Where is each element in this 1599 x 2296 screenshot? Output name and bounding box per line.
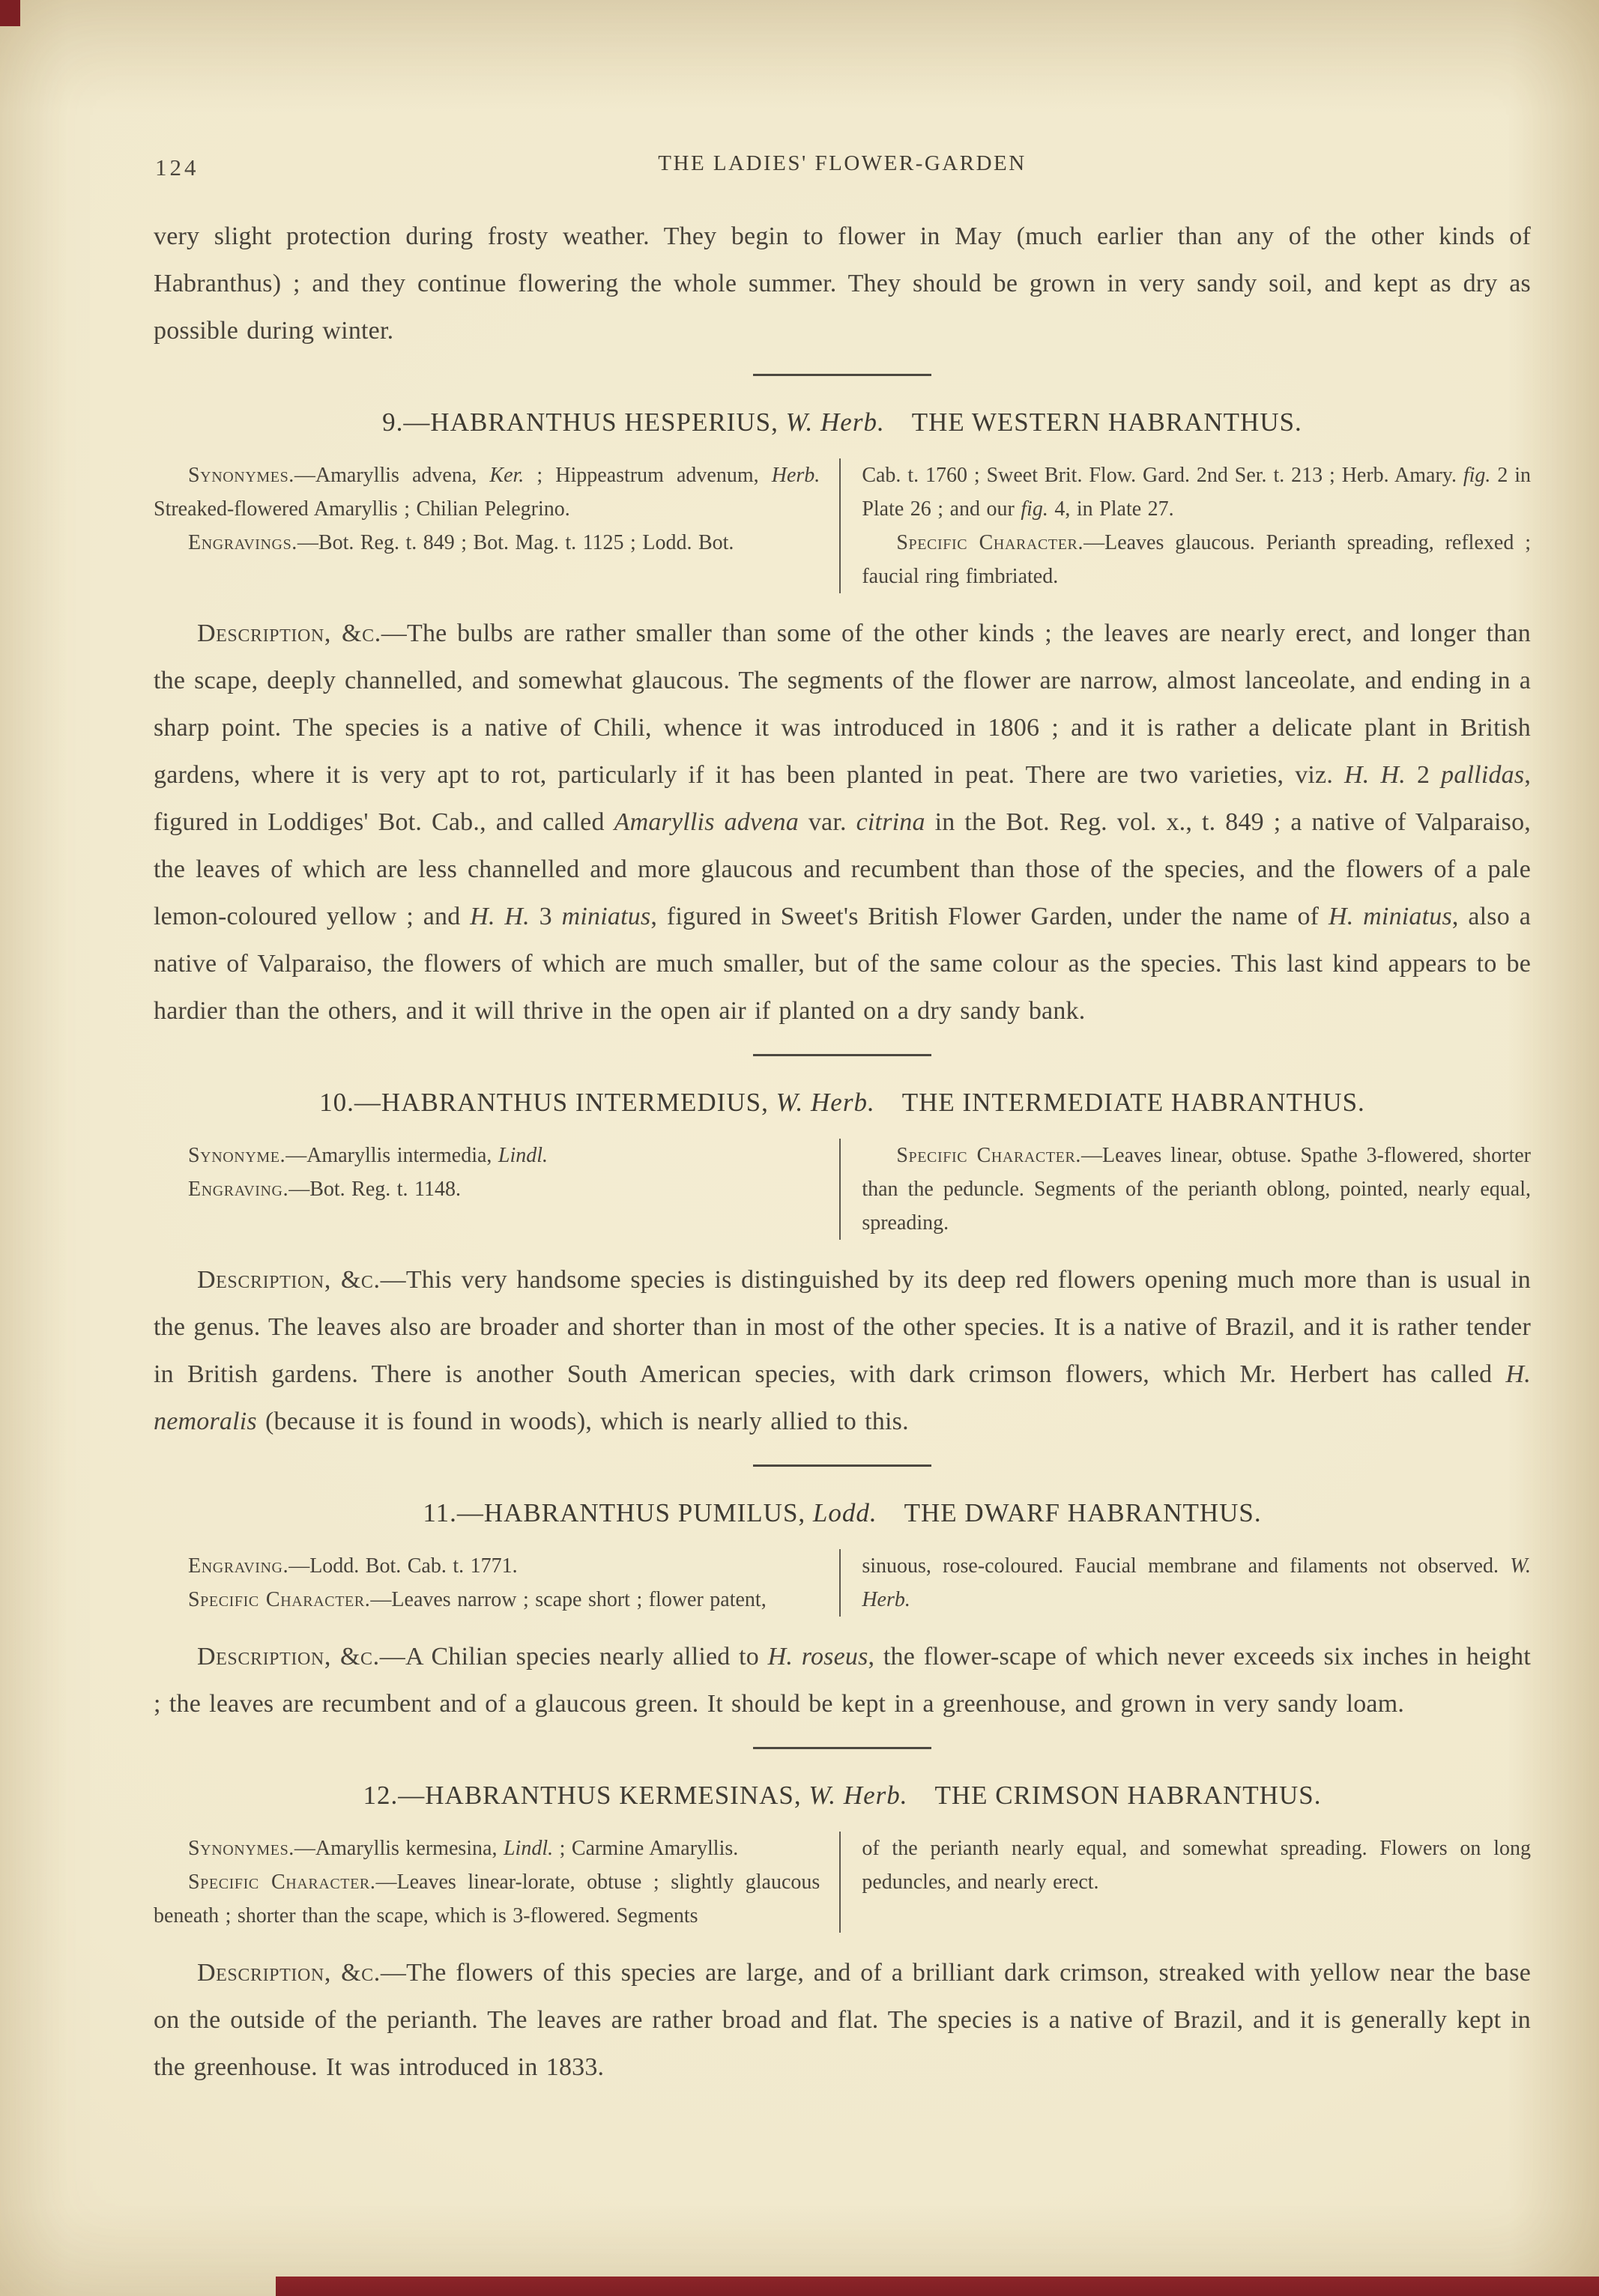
- synonymes-entry: Synonyme.—Amaryllis intermedia, Lindl.: [188, 1144, 548, 1167]
- species-heading: 12.—HABRANTHUS KERMESINAS, W. Herb. THE CRIMSON HABRANTHUS.: [363, 1781, 1322, 1810]
- reference-columns: [154, 458, 1531, 593]
- section-divider: [753, 1054, 931, 1056]
- specific-character-entry: Specific Character.—Leaves glaucous. Perianth spreading, reflexed ; faucial ring fimbriated.: [862, 531, 1531, 588]
- reference-columns: [154, 1832, 1531, 1933]
- intro-paragraph: very slight protection during frosty weather. They begin to flower in May (much earlier than any of the other kinds of Habranthus) ; and they continue flowering the whole summer. They should be grown in very sandy soil, and kept as dry as possible during winter.: [154, 222, 1531, 345]
- species-heading: 11.—HABRANTHUS PUMILUS, Lodd. THE DWARF HABRANTHUS.: [423, 1498, 1262, 1527]
- description-paragraph: Description, &c.—The bulbs are rather smaller than some of the other kinds ; the leaves are nearly erect, and longer than the scape, deeply channelled, and somewhat glaucous. The segments of the flower are narrow, almost lanceolate, and ending in a sharp point. The species is a native of Chili, whence it was introduced in 1806 ; and it is rather a delicate plant in British gardens, where it is very apt to rot, particularly if it has been planted in peat. There are two varieties, viz. H. H. 2 pallidas, figured in Loddiges' Bot. Cab., and called Amaryllis advena var. citrina in the Bot. Reg. vol. x., t. 849 ; a native of Valparaiso, the leaves of which are less channelled and more glaucous and recumbent than those of the species, and the flowers of a pale lemon-coloured yellow ; and H. H. 3 miniatus, figured in Sweet's British Flower Garden, under the name of H. miniatus, also a native of Valparaiso, the flowers of which are much smaller, but of the same colour as the species. This last kind appears to be hardier than the others, and it will thrive in the open air if planted on a dry sandy bank.: [154, 620, 1532, 1025]
- species-section-11: [154, 1498, 1531, 1727]
- species-heading: 9.—HABRANTHUS HESPERIUS, W. Herb. THE WESTERN HABRANTHUS.: [382, 408, 1302, 437]
- section-divider: [753, 374, 931, 376]
- specific-character-continuation: of the perianth nearly equal, and somewhat spreading. Flowers on long peduncles, and nearly erect.: [862, 1837, 1531, 1894]
- left-column: [154, 1832, 839, 1933]
- engravings-entry: Engraving.—Lodd. Bot. Cab. t. 1771.: [188, 1554, 518, 1578]
- page-content: [154, 0, 1531, 2091]
- engravings-entry: Engravings.—Bot. Reg. t. 849 ; Bot. Mag. t. 1125 ; Lodd. Bot.: [188, 531, 734, 554]
- left-column: [154, 458, 839, 593]
- specific-character-continuation: sinuous, rose-coloured. Faucial membrane and filaments not observed. W. Herb.: [862, 1554, 1531, 1611]
- specific-character-entry: Specific Character.—Leaves linear-lorate, obtuse ; slightly glaucous beneath ; shorter than the scape, which is 3-flowered. Segments: [154, 1871, 820, 1927]
- synonymes-entry: Synonymes.—Amaryllis advena, Ker. ; Hippeastrum advenum, Herb. Streaked-flowered Amaryllis ; Chilian Pelegrino.: [154, 464, 820, 521]
- specific-character-entry: Specific Character.—Leaves narrow ; scape short ; flower patent,: [188, 1588, 767, 1611]
- engravings-continuation: Cab. t. 1760 ; Sweet Brit. Flow. Gard. 2nd Ser. t. 213 ; Herb. Amary. fig. 2 in Plate 26 ; and our fig. 4, in Plate 27.: [862, 464, 1531, 521]
- species-section-10: [154, 1088, 1531, 1445]
- left-column: [154, 1549, 839, 1617]
- description-paragraph: Description, &c.—The flowers of this species are large, and of a brilliant dark crimson, streaked with yellow near the base on the outside of the perianth. The leaves are rather broad and flat. The species is a native of Brazil, and it is generally kept in the greenhouse. It was introduced in 1833.: [154, 1959, 1531, 2081]
- species-heading: 10.—HABRANTHUS INTERMEDIUS, W. Herb. THE INTERMEDIATE HABRANTHUS.: [319, 1088, 1365, 1117]
- page-header: [154, 0, 1531, 183]
- description-paragraph: Description, &c.—A Chilian species nearly allied to H. roseus, the flower-scape of which never exceeds six inches in height ; the leaves are recumbent and of a glaucous green. It should be kept in a greenhouse, and grown in very sandy loam.: [154, 1643, 1532, 1718]
- engravings-entry: Engraving.—Bot. Reg. t. 1148.: [188, 1178, 461, 1201]
- synonymes-entry: Synonymes.—Amaryllis kermesina, Lindl. ; Carmine Amaryllis.: [188, 1837, 739, 1860]
- running-title: THE LADIES' FLOWER-GARDEN: [658, 151, 1027, 175]
- section-divider: [753, 1747, 931, 1749]
- species-section-9: [154, 408, 1531, 1035]
- right-column: [841, 1139, 1531, 1240]
- right-column: [841, 458, 1531, 593]
- page-number: 124: [155, 154, 199, 181]
- right-column: [841, 1832, 1531, 1933]
- right-column: [841, 1549, 1531, 1617]
- binding-red-corner: [0, 0, 20, 26]
- section-divider: [753, 1464, 931, 1467]
- left-column: [154, 1139, 839, 1240]
- binding-red-strip: [276, 2277, 1599, 2296]
- specific-character-entry: Specific Character.—Leaves linear, obtuse. Spathe 3-flowered, shorter than the peduncle. Segments of the perianth oblong, pointed, nearly equal, spreading.: [862, 1144, 1531, 1235]
- species-section-12: [154, 1781, 1531, 2091]
- description-paragraph: Description, &c.—This very handsome species is distinguished by its deep red flowers opening much more than is usual in the genus. The leaves also are broader and shorter than in most of the other species. It is a native of Brazil, and it is rather tender in British gardens. There is another South American species, with dark crimson flowers, which Mr. Herbert has called H. nemoralis (because it is found in woods), which is nearly allied to this.: [154, 1266, 1531, 1435]
- reference-columns: [154, 1549, 1531, 1617]
- reference-columns: [154, 1139, 1531, 1240]
